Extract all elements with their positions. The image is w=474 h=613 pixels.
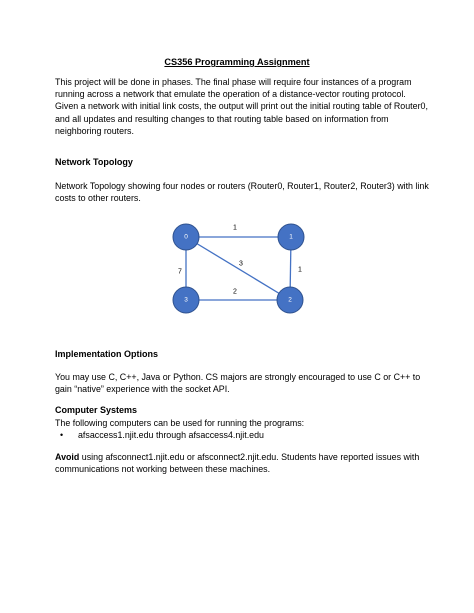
intro-paragraph: This project will be done in phases. The final phase will require four instances of a program running across a network that emulate the operation of a distance-vector routing protocol. Given a network with initial link costs, the output will print out the initial routing table of Router0, and all updates and resulting changes to that routing table based on information from neighboring routers. xyxy=(55,77,428,136)
avoid-emphasis: Avoid xyxy=(55,452,80,462)
router-node-label: 3 xyxy=(184,296,188,304)
computer-list-item xyxy=(60,429,264,441)
implementation-paragraph: You may use C, C++, Java or Python. CS majors are strongly encouraged to use C or C++ to gain “native” experience with the socket API. xyxy=(55,372,421,395)
router-node-label: 1 xyxy=(289,233,293,241)
document-title: CS356 Programming Assignment xyxy=(164,57,310,67)
edge-cost-label: 2 xyxy=(233,288,237,296)
computer-systems-heading: Computer Systems xyxy=(55,405,138,415)
topology-heading: Network Topology xyxy=(55,157,133,167)
edge-cost-label: 3 xyxy=(239,260,243,268)
edge-cost-label: 1 xyxy=(298,266,302,274)
bullet-icon: • xyxy=(60,430,64,440)
computer-list-item-text: afsaccess1.njit.edu through afsaccess4.njit.edu xyxy=(78,430,264,440)
avoid-text: using afsconnect1.njit.edu or afsconnect2.njit.edu. Students have reported issues with communications not working between these machines. xyxy=(55,452,420,475)
router-node-label: 2 xyxy=(288,296,292,304)
implementation-heading: Implementation Options xyxy=(55,349,159,359)
router-node-label: 0 xyxy=(184,233,188,241)
edge-cost-label: 7 xyxy=(178,268,182,276)
topology-paragraph: Network Topology showing four nodes or routers (Router0, Router1, Router2, Router3) with link costs to other routers. xyxy=(55,181,429,204)
avoid-paragraph xyxy=(55,451,430,475)
edge-n0-n2 xyxy=(186,237,290,300)
computer-systems-paragraph: The following computers can be used for running the programs: xyxy=(55,418,305,428)
edge-cost-label: 1 xyxy=(233,224,237,232)
